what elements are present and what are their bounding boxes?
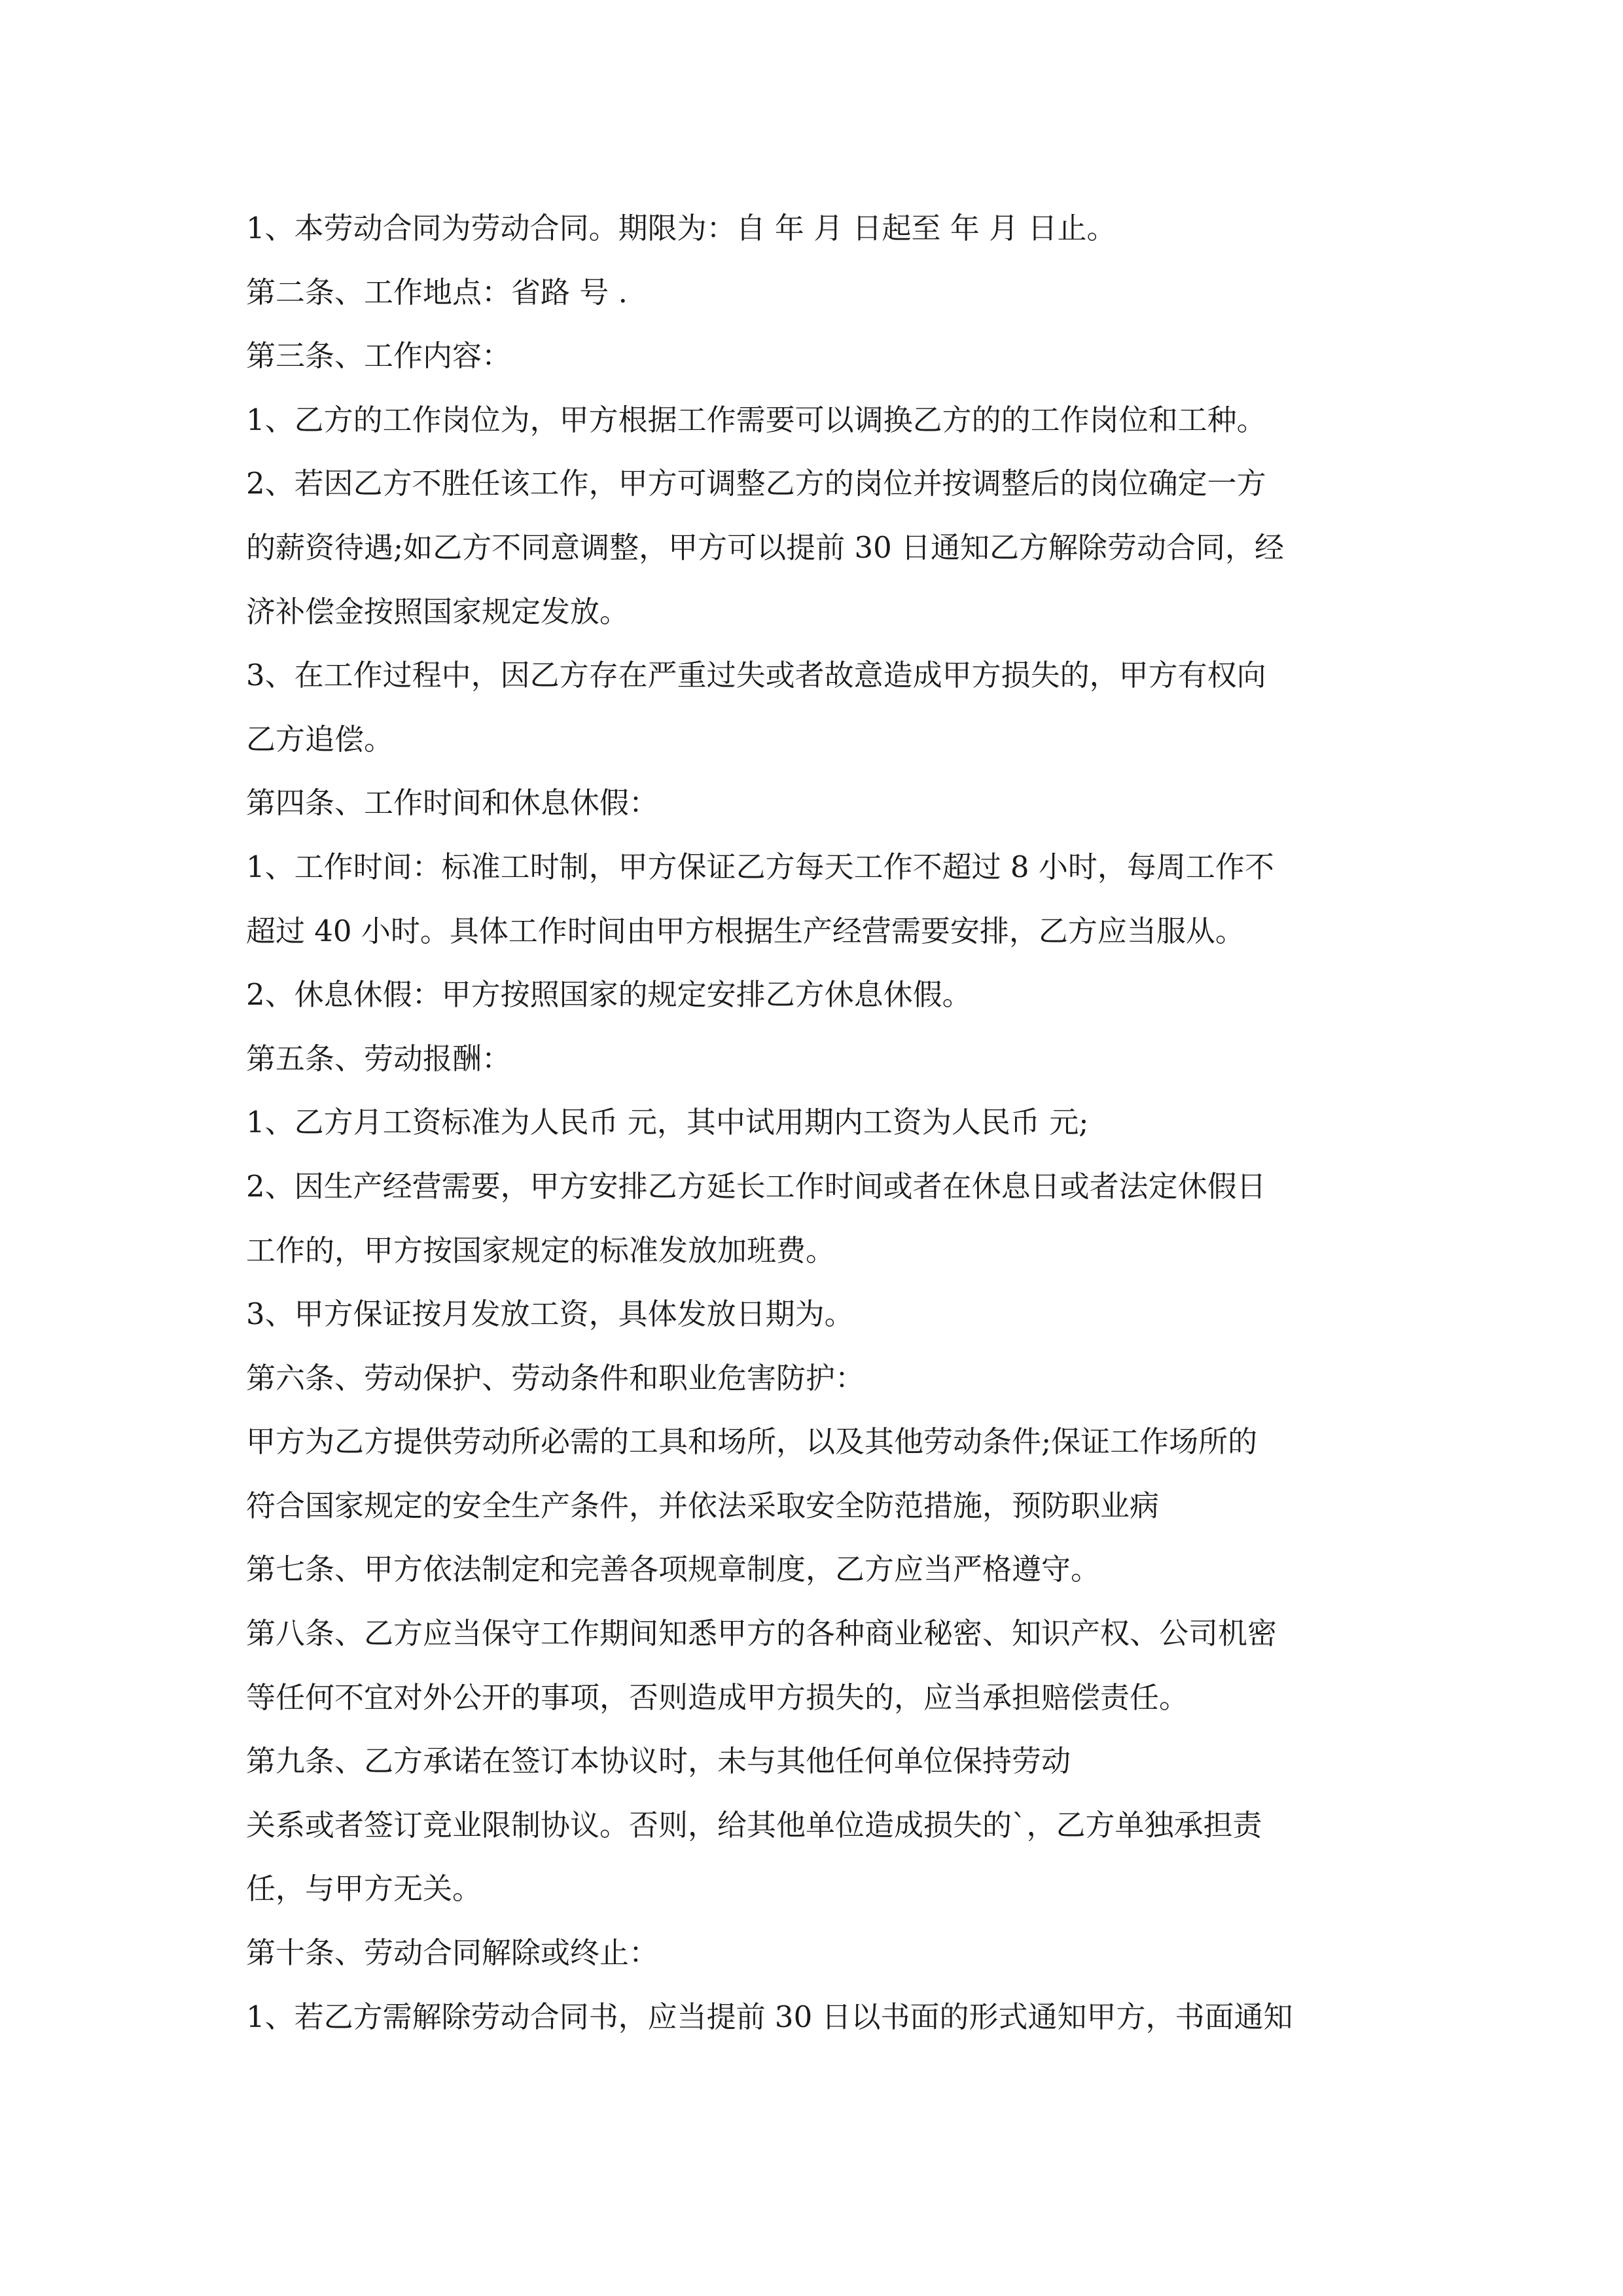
line-article-4-item-1b: 超过 40 小时。具体工作时间由甲方根据生产经营需要安排，乙方应当服从。 (246, 913, 1245, 948)
line-article-10-heading: 第十条、劳动合同解除或终止： (246, 1935, 659, 1971)
line-article-3-item-1: 1、乙方的工作岗位为，甲方根据工作需要可以调换乙方的的工作岗位和工种。 (246, 402, 1266, 437)
line-article-5-item-2a: 2、因生产经营需要，甲方安排乙方延长工作时间或者在休息日或者法定休假日 (246, 1168, 1266, 1204)
line-article-9c: 任，与甲方无关。 (246, 1871, 482, 1907)
line-article-5-heading: 第五条、劳动报酬： (246, 1041, 512, 1076)
line-article-8a: 第八条、乙方应当保守工作期间知悉甲方的各种商业秘密、知识产权、公司机密 (246, 1616, 1277, 1651)
contract-body-text (246, 196, 1391, 2049)
line-article-3-item-3b: 乙方追偿。 (246, 721, 394, 757)
line-clause-term: 1、本劳动合同为劳动合同。期限为：自 年 月 日起至 年 月 日止。 (246, 211, 1116, 245)
line-article-4-heading: 第四条、工作时间和休息休假： (246, 785, 659, 821)
line-article-6-heading: 第六条、劳动保护、劳动条件和职业危害防护： (246, 1360, 865, 1395)
line-article-3-item-2b: 的薪资待遇;如乙方不同意调整，甲方可以提前 30 日通知乙方解除劳动合同，经 (246, 529, 1285, 565)
line-article-10-item-1: 1、若乙方需解除劳动合同书，应当提前 30 日以书面的形式通知甲方，书面通知 (246, 1999, 1293, 2034)
line-article-4-item-2: 2、休息休假：甲方按照国家的规定安排乙方休息休假。 (246, 977, 972, 1013)
line-article-8b: 等任何不宜对外公开的事项，否则造成甲方损失的，应当承担赔偿责任。 (246, 1679, 1189, 1715)
line-article-3-item-2a: 2、若因乙方不胜任该工作，甲方可调整乙方的岗位并按调整后的岗位确定一方 (246, 466, 1266, 501)
line-article-7: 第七条、甲方依法制定和完善各项规章制度，乙方应当严格遵守。 (246, 1552, 1101, 1587)
line-article-5-item-3: 3、甲方保证按月发放工资，具体发放日期为。 (246, 1297, 854, 1332)
line-article-6-body-b: 符合国家规定的安全生产条件，并依法采取安全防范措施，预防职业病 (246, 1488, 1160, 1523)
line-article-4-item-1a: 1、工作时间：标准工时制，甲方保证乙方每天工作不超过 8 小时，每周工作不 (246, 849, 1274, 884)
line-article-5-item-1: 1、乙方月工资标准为人民币 元，其中试用期内工资为人民币 元; (246, 1105, 1089, 1140)
line-article-3-heading: 第三条、工作内容： (246, 338, 512, 374)
line-article-9b: 关系或者签订竞业限制协议。否则，给其他单位造成损失的`，乙方单独承担责 (246, 1807, 1262, 1842)
line-article-5-item-2b: 工作的，甲方按国家规定的标准发放加班费。 (246, 1232, 836, 1268)
line-article-3-item-3a: 3、在工作过程中，因乙方存在严重过失或者故意造成甲方损失的，甲方有权向 (246, 658, 1266, 693)
line-article-9a: 第九条、乙方承诺在签订本协议时，未与其他任何单位保持劳动 (246, 1744, 1071, 1779)
line-article-3-item-2c: 济补偿金按照国家规定发放。 (246, 594, 630, 629)
line-article-2-heading: 第二条、工作地点：省路 号 . (246, 274, 628, 310)
line-article-6-body-a: 甲方为乙方提供劳动所必需的工具和场所，以及其他劳动条件;保证工作场所的 (246, 1424, 1258, 1460)
